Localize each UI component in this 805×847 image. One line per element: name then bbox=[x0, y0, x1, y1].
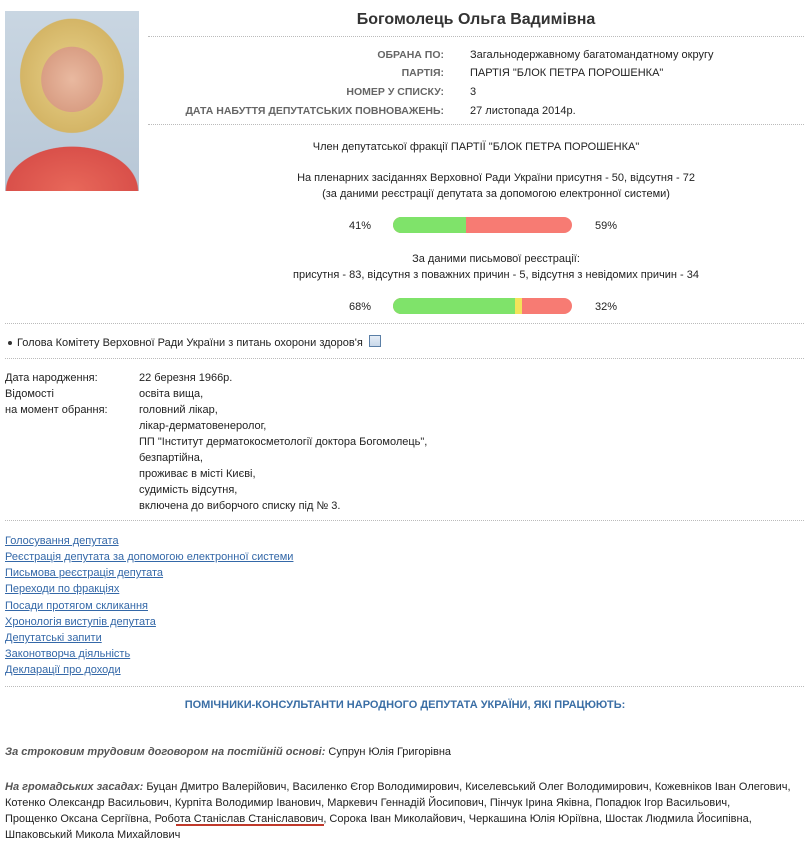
deputy-name: Богомолець Ольга Вадимівна bbox=[356, 11, 596, 28]
electronic-attendance-note: (за даними реєстрації депутата за допомогою електронної системи) bbox=[322, 188, 670, 200]
info-value: 3 bbox=[470, 86, 477, 98]
written-absent-pct: 32% bbox=[595, 301, 618, 313]
link-electronic-registration[interactable]: Реєстрація депутата за допомогою електронної системи bbox=[5, 551, 294, 563]
divider bbox=[5, 686, 804, 687]
link-written-registration[interactable]: Письмова реєстрація депутата bbox=[5, 567, 164, 579]
faction-membership: Член депутатської фракції ПАРТІЇ "БЛОК ПЕТРА ПОРОШЕНКА" bbox=[312, 141, 640, 153]
assistants-title: ПОМІЧНИКИ-КОНСУЛЬТАНТИ НАРОДНОГО ДЕПУТАТА УКРАЇНИ, ЯКІ ПРАЦЮЮТЬ: bbox=[184, 699, 626, 711]
deputy-photo bbox=[5, 11, 139, 191]
written-present-pct: 68% bbox=[349, 301, 372, 313]
written-attendance-title: За даними письмової реєстрації: bbox=[412, 253, 580, 265]
info-value: Загальнодержавному багатомандатному округу bbox=[470, 49, 714, 61]
divider bbox=[148, 124, 804, 125]
electronic-attendance-bar bbox=[393, 217, 572, 233]
info-label: НОМЕР У СПИСКУ: bbox=[346, 86, 444, 98]
info-value: 27 листопада 2014р. bbox=[470, 105, 576, 117]
electronic-present-pct: 41% bbox=[349, 220, 372, 232]
info-row-mandate-date bbox=[148, 105, 804, 121]
present-segment bbox=[393, 298, 515, 314]
divider bbox=[5, 323, 804, 324]
birth-date-value: 22 березня 1966р. bbox=[139, 372, 233, 384]
present-segment bbox=[393, 217, 466, 233]
document-icon[interactable] bbox=[369, 335, 381, 347]
bio-line: освіта вища, bbox=[139, 388, 204, 400]
bio-line: головний лікар, bbox=[139, 404, 218, 416]
divider bbox=[5, 358, 804, 359]
link-legislative-activity[interactable]: Законотворча діяльність bbox=[5, 648, 131, 660]
committee-position bbox=[8, 335, 381, 349]
info-label: ОБРАНА ПО: bbox=[377, 49, 444, 61]
electronic-attendance-text: На пленарних засіданнях Верховної Ради України присутня - 50, відсутня - 72 bbox=[297, 172, 695, 184]
committee-position-text: Голова Комітету Верховної Ради України з питань охорони здоров'я bbox=[17, 337, 363, 349]
electronic-absent-pct: 59% bbox=[595, 220, 618, 232]
bio-line: ПП "Інститут дерматокосметології доктора Богомолець", bbox=[139, 436, 428, 448]
link-voting[interactable]: Голосування депутата bbox=[5, 535, 119, 547]
excused-segment bbox=[515, 298, 522, 314]
volunteer-assistants-line: Прощенко Оксана Сергіївна, Робота Станіслав Станіславович, Сорока Іван Миколайович, Черкашина Юлія Юріївна, Шостак Людмила Йосипівна, bbox=[5, 813, 752, 825]
volunteer-label: На громадських засадах: bbox=[5, 781, 144, 793]
bio-line: проживає в місті Києві, bbox=[139, 468, 256, 480]
bio-line: судимість відсутня, bbox=[139, 484, 238, 496]
info-row-list-number bbox=[148, 86, 804, 102]
contract-label: За строковим трудовим договором на постійній основі: bbox=[5, 746, 326, 758]
bio-line: безпартійна, bbox=[139, 452, 203, 464]
contract-value: Супрун Юлія Григорівна bbox=[325, 746, 452, 758]
written-attendance-text: присутня - 83, відсутня з поважних причин - 5, відсутня з невідомих причин - 34 bbox=[293, 269, 699, 281]
info-row-party bbox=[148, 67, 804, 83]
written-attendance-bar bbox=[393, 298, 572, 314]
volunteer-names: Буцан Дмитро Валерійович, Василенко Єгор Володимирович, Киселевський Олег Володимирович, Кожевніков Іван Олегович, bbox=[143, 781, 791, 793]
divider bbox=[5, 520, 804, 521]
volunteer-assistants-line bbox=[5, 781, 791, 793]
volunteer-assistants-line: Котенко Олександр Васильович, Курпіта Володимир Іванович, Маркевич Геннадій Йосипович, Пінчук Ірина Яківна, Попадюк Ігор Васильович, bbox=[5, 797, 731, 809]
contract-assistants bbox=[5, 746, 451, 758]
bio-label: на момент обрання: bbox=[5, 404, 108, 416]
volunteer-assistants-line: Шпаковський Микола Михайлович bbox=[5, 829, 181, 841]
link-income-declarations[interactable]: Декларації про доходи bbox=[5, 664, 121, 676]
divider bbox=[148, 36, 804, 37]
bullet-icon bbox=[8, 341, 12, 345]
info-row-elected bbox=[148, 49, 804, 65]
bio-label: Відомості bbox=[5, 388, 54, 400]
bio-line: включена до виборчого списку під № 3. bbox=[139, 500, 341, 512]
link-positions[interactable]: Посади протягом скликання bbox=[5, 600, 148, 612]
info-label: ПАРТІЯ: bbox=[401, 67, 444, 79]
link-speeches-chronology[interactable]: Хронологія виступів депутата bbox=[5, 616, 156, 628]
birth-date-label: Дата народження: bbox=[5, 372, 98, 384]
bio-line: лікар-дерматовенеролог, bbox=[139, 420, 267, 432]
link-faction-transfers[interactable]: Переходи по фракціях bbox=[5, 583, 120, 595]
info-value: ПАРТІЯ "БЛОК ПЕТРА ПОРОШЕНКА" bbox=[470, 67, 664, 79]
link-deputy-requests[interactable]: Депутатські запити bbox=[5, 632, 102, 644]
info-label: ДАТА НАБУТТЯ ДЕПУТАТСЬКИХ ПОВНОВАЖЕНЬ: bbox=[185, 105, 444, 117]
